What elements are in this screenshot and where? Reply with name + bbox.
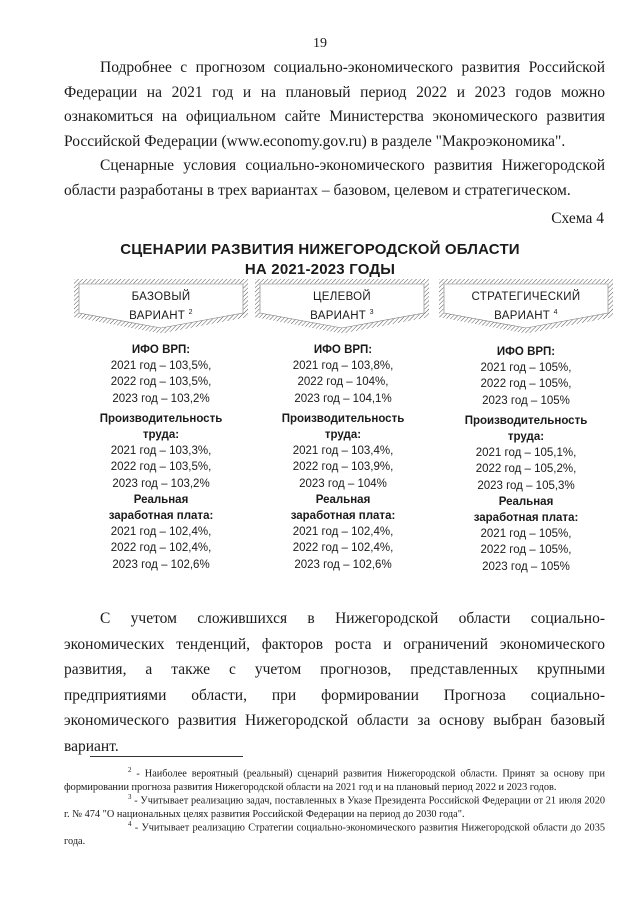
wage-heading: Реальная <box>498 495 554 508</box>
wage-value: 2023 год – 105% <box>482 560 570 573</box>
indicators-strategic-variant <box>436 344 616 575</box>
vrp-value: 2021 год – 103,8%, <box>292 360 394 373</box>
footnote-divider <box>90 756 243 757</box>
banner-label-line1: БАЗОВЫЙ <box>131 291 191 303</box>
vrp-value: 2022 год – 103,5%, <box>110 376 212 389</box>
productivity-heading-line2: труда: <box>324 429 362 442</box>
productivity-value: 2021 год – 105,1%, <box>475 447 577 460</box>
vrp-value: 2021 год – 103,5%, <box>110 360 212 373</box>
wage-heading-line2: заработная плата: <box>290 510 396 523</box>
productivity-value: 2022 год – 105,2%, <box>475 463 577 476</box>
wage-value: 2022 год – 105%, <box>480 544 572 557</box>
wage-value: 2022 год – 102,4%, <box>110 542 212 555</box>
wage-value: 2023 год – 102,6% <box>112 558 210 571</box>
footnote-number: 4 <box>128 820 132 828</box>
paragraph-forecast-reference: Подробнее с прогнозом социально-экономического развития Российской Федерации на 2021 год и на плановый период 2022 и 2023 годов можно ознакомиться на официальном сайте Министерства экономического развития Российской Федерации (www.economy.gov.ru) в разделе "Макроэкономика". <box>64 59 605 150</box>
wage-heading-line2: заработная плата: <box>108 510 214 523</box>
scheme-title <box>0 240 640 280</box>
productivity-heading: Производительность <box>281 412 405 425</box>
productivity-value: 2022 год – 103,9%, <box>292 461 394 474</box>
wage-value: 2023 год – 102,6% <box>294 558 392 571</box>
banner-label-line2: ВАРИАНТ <box>494 309 551 322</box>
productivity-heading: Производительность <box>99 412 223 425</box>
banner-label-line1: ЦЕЛЕВОЙ <box>313 291 371 303</box>
footnote-text: - Учитывает реализацию Стратегии социально-экономического развития Нижегородской области до 2035 года. <box>64 822 605 847</box>
vrp-heading: ИФО ВРП: <box>131 344 191 356</box>
vrp-heading: ИФО ВРП: <box>313 344 373 356</box>
footnote <box>64 818 605 848</box>
paragraph-scenario-conditions: Сценарные условия социально-экономического развития Нижегородской области разработаны в трех вариантах – базовом, целевом и стратегическом. <box>64 157 605 199</box>
banner-base-variant <box>74 279 248 333</box>
wage-heading-line2: заработная плата: <box>473 512 579 525</box>
footnote-ref: 4 <box>553 309 558 316</box>
wage-heading: Реальная <box>133 493 189 506</box>
wage-value: 2021 год – 102,4%, <box>292 526 394 539</box>
indicators-target-variant <box>253 342 433 573</box>
banner-label-line1: СТРАТЕГИЧЕСКИЙ <box>471 291 581 303</box>
banner-label-line2: ВАРИАНТ <box>129 309 186 322</box>
wage-heading: Реальная <box>315 493 371 506</box>
banner-target-variant <box>255 279 429 333</box>
scheme-title-line2: НА 2021-2023 ГОДЫ <box>244 261 396 278</box>
vrp-value: 2023 год – 105% <box>482 394 570 407</box>
productivity-value: 2022 год – 103,5%, <box>110 461 212 474</box>
footnote <box>64 791 605 821</box>
vrp-value: 2021 год – 105%, <box>480 362 572 375</box>
productivity-heading-line2: труда: <box>142 429 180 442</box>
footnote-number: 2 <box>128 766 132 774</box>
productivity-heading-line2: труда: <box>507 431 545 444</box>
productivity-value: 2023 год – 103,2% <box>112 477 210 490</box>
wage-value: 2022 год – 102,4%, <box>292 542 394 555</box>
vrp-value: 2023 год – 104,1% <box>294 392 392 405</box>
footnote-text: - Учитывает реализацию задач, поставленных в Указе Президента Российской Федерации от 21 июля 2020 г. № 474 "О национальных целях развития Российской Федерации на период до 2030 года". <box>64 795 605 820</box>
vrp-value: 2022 год – 104%, <box>297 376 389 389</box>
scheme-title-line1: СЦЕНАРИИ РАЗВИТИЯ НИЖЕГОРОДСКОЙ ОБЛАСТИ <box>120 241 520 258</box>
footnote-text: - Наиболее вероятный (реальный) сценарий развития Нижегородской области. Принят за основу при формировании прогноза развития Нижегородской области на 2021 год и на плановый период 2022 и 2023 годов. <box>64 768 605 793</box>
footnote <box>64 764 605 794</box>
wage-value: 2021 год – 102,4%, <box>110 526 212 539</box>
banner-label-line2: ВАРИАНТ <box>310 309 367 322</box>
scheme-label: Схема 4 <box>551 210 604 227</box>
indicators-base-variant <box>71 342 251 573</box>
vrp-value: 2023 год – 103,2% <box>112 392 210 405</box>
paragraph-base-variant-choice: С учетом сложившихся в Нижегородской области социально-экономических тенденций, факторов роста и ограничений экономического развития, а также с учетом прогнозов, представленных крупными предприятиями области, при формировании Прогноза социально-экономического развития Нижегородской области за основу выбран базовый вариант. <box>64 610 605 755</box>
banner-strategic-variant <box>439 279 613 333</box>
footnote-ref: 3 <box>369 309 374 316</box>
page-number: 19 <box>313 36 327 51</box>
productivity-value: 2023 год – 105,3% <box>477 479 575 492</box>
productivity-value: 2023 год – 104% <box>299 477 387 490</box>
footnote-number: 3 <box>128 793 132 801</box>
vrp-value: 2022 год – 105%, <box>480 378 572 391</box>
productivity-value: 2021 год – 103,4%, <box>292 445 394 458</box>
wage-value: 2021 год – 105%, <box>480 528 572 541</box>
productivity-heading: Производительность <box>464 414 588 427</box>
vrp-heading: ИФО ВРП: <box>496 346 556 358</box>
footnote-ref: 2 <box>188 309 193 316</box>
productivity-value: 2021 год – 103,3%, <box>110 445 212 458</box>
